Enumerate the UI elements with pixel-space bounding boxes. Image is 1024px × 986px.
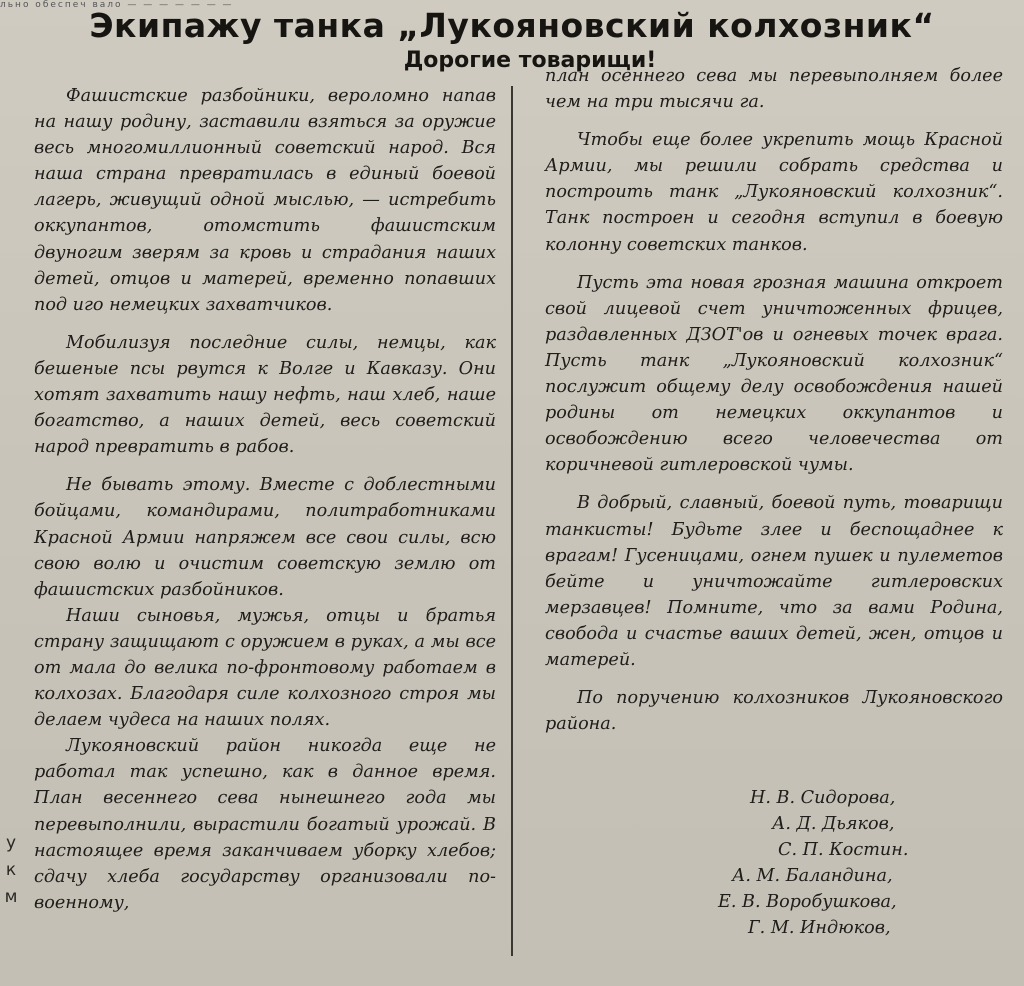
signature: Е. В. Воробушкова, <box>718 892 897 912</box>
margin-letter: м <box>4 887 18 907</box>
paragraph: По поручению колхозников Лукояновского района. <box>545 688 1003 735</box>
paragraph: Фашистские разбойники, вероломно напав на нашу родину, заставили взяться за оружие весь многомиллионный советский народ. Вся наша страна превратилась в единый боевой лагерь, живущий одной мыслью, — истребить оккупантов, отомстить фашистским двуногим зверям за кровь и страдания наших детей, отцов и матерей, временно попавших под иго немецких захватчиков. <box>34 86 496 315</box>
paragraph: Мобилизуя последние силы, немцы, как бешеные псы рвутся к Волге и Кавказу. Они хотят захватить нашу нефть, наш хлеб, наше богатство, а наших детей, весь советский народ превратить в рабов. <box>34 332 496 458</box>
article-greeting: Дорогие товарищи! <box>403 48 657 73</box>
right-column <box>545 63 1003 749</box>
paragraph: план осеннего сева мы перевыполняем более чем на три тысячи га. <box>545 66 1003 113</box>
paragraph: В добрый, славный, боевой путь, товарищи танкисты! Будьте злее и беспощаднее к врагам! Гусеницами, огнем пушек и пулеметов бейте и уничтожайте гитлеровских мерзавцев! Помните, что за вами Родина, свобода и счастье ваших детей, жен, отцов и матерей. <box>545 493 1003 670</box>
paragraph: Лукояновский район никогда еще не работал так успешно, как в данное время. План весеннего сева нынешнего года мы перевыполнили, вырастили богатый урожай. В настоящее время заканчиваем уборку хлебов; сдачу хлеба государству организовали по-военному, <box>34 736 496 913</box>
margin-letter: у <box>5 833 17 853</box>
paragraph: Чтобы еще более укрепить мощь Красной Армии, мы решили собрать средства и построить танк „Лукояновский колхозник“. Танк построен и сегодня вступил в боевую колонну советских танков. <box>545 130 1003 255</box>
left-column <box>34 83 496 916</box>
signature: А. Д. Дьяков, <box>772 814 895 834</box>
margin-letter: к <box>5 860 17 880</box>
signature: Г. М. Индюков, <box>748 918 891 938</box>
article-title: Экипажу танка „Лукояновский колхозник“ <box>89 6 935 45</box>
paragraph: Наши сыновья, мужья, отцы и братья страну защищают с оружием в руках, а мы все от мала до велика по-фронтовому работаем в колхозах. Благодаря силе колхозного строя мы делаем чудеса на наших полях. <box>34 605 496 731</box>
signature: Н. В. Сидорова, <box>750 788 896 808</box>
signature: С. П. Костин. <box>778 840 909 860</box>
cut-off-header-text: льно обеспеч вало — — — — — — — <box>0 0 234 8</box>
paragraph: Не бывать этому. Вместе с доблестными бойцами, командирами, политработниками Красной Армии напряжем все свои силы, всю свою волю и очистим советскую землю от фашистских разбойников. <box>34 475 496 600</box>
margin-fragment <box>0 830 22 911</box>
column-divider <box>511 86 513 956</box>
signature: А. М. Баландина, <box>732 866 893 886</box>
paragraph: Пусть эта новая грозная машина откроет свой лицевой счет уничтоженных фрицев, раздавленных ДЗОТ'ов и огневых точек врага. Пусть танк „Лукояновский колхозник“ послужит общему делу освобождения нашей родины от немецких оккупантов и освобождению всего человечества от коричневой гитлеровской чумы. <box>545 272 1003 476</box>
signature-list <box>690 785 980 941</box>
